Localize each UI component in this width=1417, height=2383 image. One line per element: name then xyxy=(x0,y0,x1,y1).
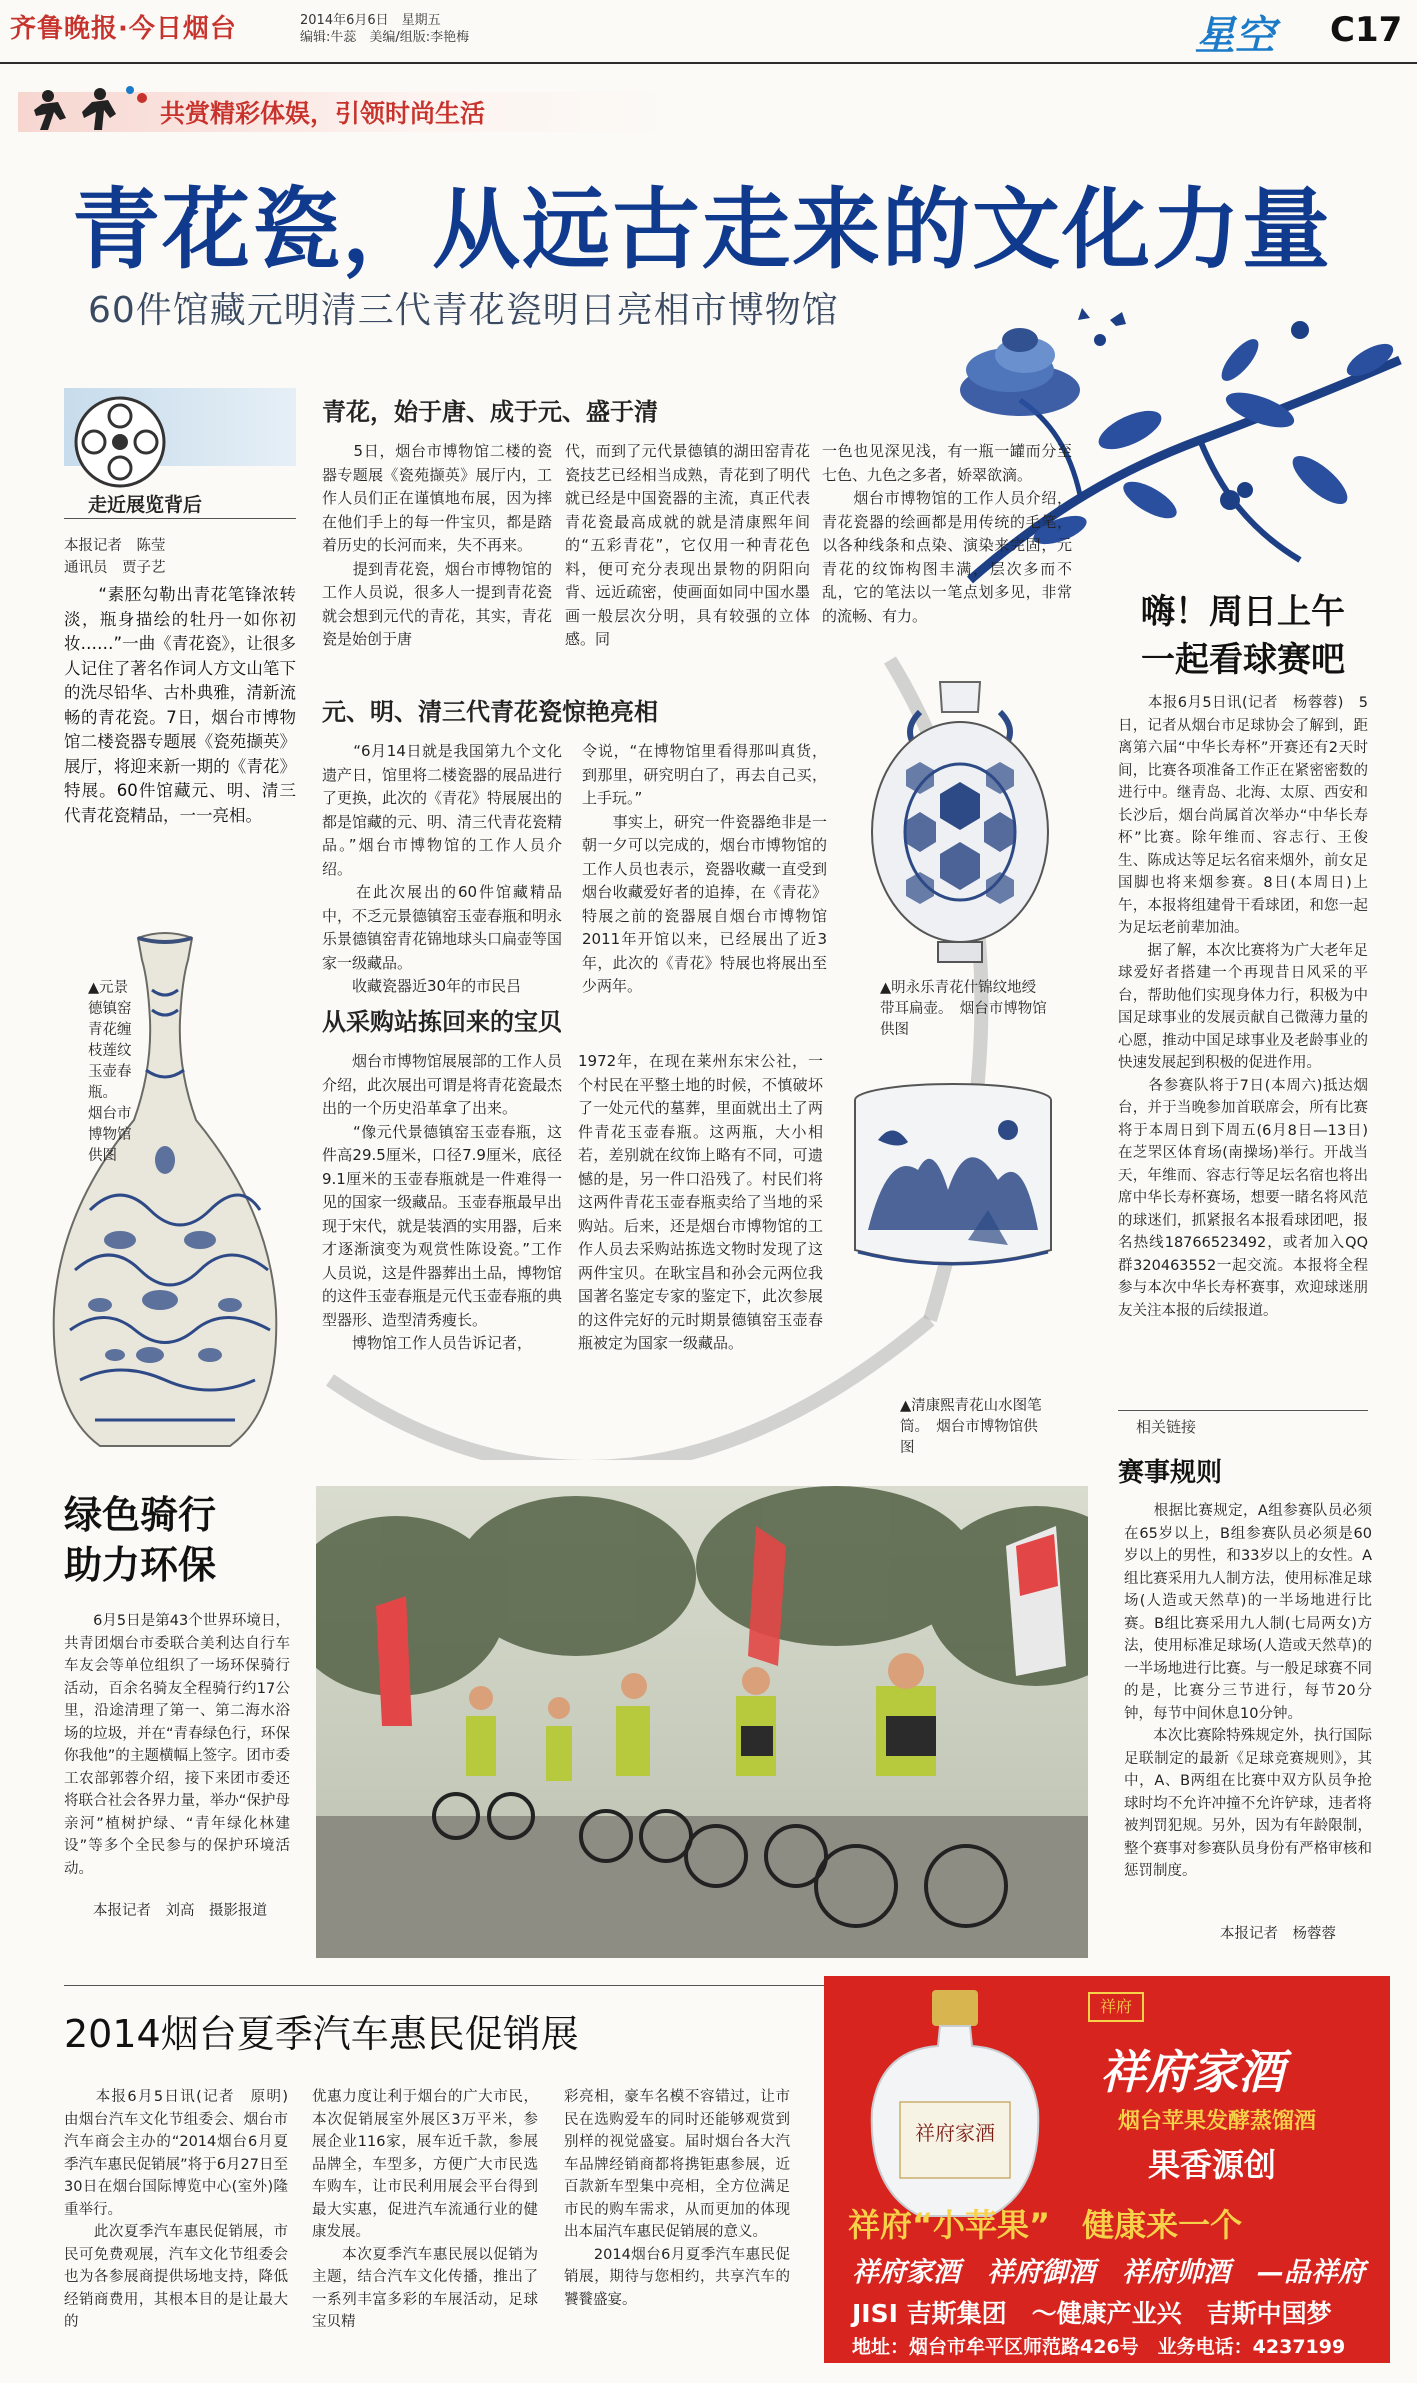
rules-byline: 本报记者 杨蓉蓉 xyxy=(1220,1926,1336,1942)
ad-slogan: 祥府“小苹果” 健康来一个 xyxy=(848,2206,1243,2244)
ming-flask-photo xyxy=(860,672,1060,972)
cycling-photo xyxy=(316,1486,1088,1958)
cycling-byline: 本报记者 刘高 摄影报道 xyxy=(64,1903,267,1919)
issue-date: 2014年6月6日 星期五 xyxy=(300,13,441,28)
auto-title: 2014烟台夏季汽车惠民促销展 xyxy=(64,2012,579,2056)
ad-tagline-1: 烟台苹果发酵蒸馏酒 xyxy=(1118,2109,1317,2134)
column-tag-rule xyxy=(64,518,296,519)
caption-yuan-vase: ▲元景德镇窑青花缠枝莲纹玉壶春瓶。 烟台市博物馆供图 xyxy=(88,980,132,1164)
section-1-col-1: 5日，烟台市博物馆二楼的瓷器专题展《瓷苑撷英》展厅内，工作人员们正在谨慎地布展，因为摔在他们手上的每一件宝贝，都是踏着历史的长河而来，失不再来。 提到青花瓷，烟台市博物馆的工作人员说，很多人一提到青花瓷就会想到元代的青花，其实，青花瓷是始创于唐 xyxy=(322,442,552,648)
related-link-rule xyxy=(1118,1410,1368,1411)
main-byline: 本报记者 陈莹 通讯员 贾子艺 xyxy=(64,538,166,576)
ad-product-line: 祥府家酒 祥府御酒 祥府帅酒 —品祥府 xyxy=(852,2257,1365,2288)
section-3-title: 从采购站拣回来的宝贝 xyxy=(322,1008,562,1036)
main-headline: 青花瓷，从远古走来的文化力量 xyxy=(72,178,1333,281)
section-2-col-1: “6月14日就是我国第九个文化遗产日，馆里将二楼瓷器的展品进行了更换，此次的《青花》特展展出的都是馆藏的元、明、清三代青花瓷精品。”烟台市博物馆的工作人员介绍。 在此次展出的60件馆藏精品中，不乏元景德镇窑玉壶春瓶和明永乐景德镇窑青花锦地球头口扁壶等国家一级藏品。 收藏瓷器近30年的市民吕 xyxy=(322,742,563,995)
section-3-col-2: 1972年，在现在莱州东宋公社，一个村民在平整土地的时候，不慎破坏了一处元代的墓葬，里面就出土了两件青花玉壶春瓶。这两瓶，大小相若，差别就在纹饰上略有不同，可遗憾的是，另一件口沿残了。村民们将这两件青花玉壶春瓶卖给了当地的采购站。后来，还是烟台市博物馆的工作人员去采购站拣选文物时发现了这两件宝贝。在耿宝昌和孙会元两位我国著名鉴定专家的鉴定下，此次参展的这件完好的元时期景德镇窑玉壶春瓶被定为国家一级藏品。 xyxy=(578,1052,823,1352)
main-lead: “素胚勾勒出青花笔锋浓转淡，瓶身描绘的牡丹一如你初妆……”一曲《青花瓷》，让很多人记住了著名作词人方文山笔下的洗尽铅华、古朴典雅，清新流畅的青花瓷。7日，烟台市博物馆二楼瓷器专题展《瓷苑撷英》展厅，将迎来新一期的《青花》特展。60件馆藏元、明、清三代青花瓷精品，一一亮相。 xyxy=(64,585,296,825)
rules-body: 根据比赛规定，A组参赛队员必须在65岁以上，B组参赛队员必须是60岁以上的男性，和33岁以上的女性。A组比赛采用九人制方法，使用标准足球场(人造或天然草)的一半场地进行比赛。B组比赛采用九人制(七局两女)方法，使用标准足球场(人造或天然草)的一半场地进行比赛。与一般足球赛不同的是，比赛分三节进行，每节20分钟，每节中间休息10分钟。 本次比赛除特殊规定外，执行国际足联制定的最新《足球竞赛规则》，其中，A、B两组在比赛中双方队员争抢球时均不允许冲撞不允许铲球，违者将被判罚犯规。另外，因为有年龄限制，整个赛事对参赛队员身份有严格审核和惩罚制度。 xyxy=(1124,1503,1372,1879)
auto-col-1: 本报6月5日讯(记者 原明) 由烟台汽车文化节组委会、烟台市汽车商会主办的“2014烟台6月夏季汽车惠民促销展”将于6月27日至30日在烟台国际博览中心(室外)隆重举行。 此次夏季汽车惠民促销展，市民可免费观展，汽车文化节组委会也为各参展商提供场地支持，降低经销商费用，其根本目的是让最大的 xyxy=(64,2089,288,2330)
bottle-label-text: 祥府家酒 xyxy=(915,2121,995,2145)
film-reel-icon xyxy=(70,392,170,492)
football-body: 本报6月5日讯(记者 杨蓉蓉) 5日，记者从烟台市足球协会了解到，距离第六届“中华长寿杯”开赛还有2天时间，比赛各项准备工作正在紧密密数的进行中。继青岛、北海、太原、西安和长沙后，烟台尚属首次举办“中华长寿杯”比赛。除年维而、容志行、王俊生、陈成达等足坛名宿来烟外，前女足国脚也将来烟参赛。8日(本周日)上午，本报将组建骨干看球团，和您一起为足坛老前辈加油。 据了解，本次比赛将为广大老年足球爱好者搭建一个再现昔日风采的平台，帮助他们实现身体力行，积极为中国足球事业的发展贡献自己微薄力量的心愿，推动中国足球事业及老龄事业的快速发展起到积极的促进作用。 各参赛队将于7日(本周六)抵达烟台，并于当晚参加首联席会，所有比赛将于本周日到下周五(6月8日—13日)在芝罘区体育场(南操场)举行。开战当天，年维而、容志行等足坛名宿也将出席中华长寿杯赛场，想要一睹名将风范的球迷们，抓紧报名本报看球团吧，报名热线18766523492，或者加入QQ群320463552一起交流。本报将全程参与本次中华长寿杯赛事，欢迎球迷朋友关注本报的后续报道。 xyxy=(1118,695,1368,1319)
editors-credit: 编辑:牛蕊 美编/组版:李艳梅 xyxy=(300,30,470,45)
section-2-col-2: 令说，“在博物馆里看得那叫真货，到那里，研究明白了，再去自己买，上手玩。” 事实上，研究一件瓷器绝非是一朝一夕可以完成的，烟台市博物馆的工作人员也表示，瓷器收藏一直受到烟台收藏爱好者的追捧，在《青花》特展之前的瓷器展自烟台市博物馆2011年开馆以来，已经展出了近3年，此次的《青花》特展也将展出至少两年。 xyxy=(582,742,827,995)
rules-title: 赛事规则 xyxy=(1118,1458,1223,1488)
section-3-col-1: 烟台市博物馆展展部的工作人员介绍，此次展出可谓是将青花瓷最杰出的一个历史沿革拿了出来。 “像元代景德镇窑玉壶春瓶，这件高29.5厘米，口径7.9厘米，底径9.1厘米的玉壶春瓶就是一件难得一见的国家一级藏品。玉壶春瓶最早出现于宋代，就是装酒的实用器，后来才逐渐演变为观赏性陈设瓷。”工作人员说，这是件器葬出土品，博物馆的这件玉壶春瓶是元代玉壶春瓶的典型器形、造型清秀瘦长。 博物馆工作人员告诉记者， xyxy=(322,1052,563,1352)
ad-address: 地址：烟台市牟平区师范路426号 业务电话：4237199 xyxy=(852,2336,1346,2358)
section-1-title: 青花，始于唐、成于元、盛于清 xyxy=(322,398,658,426)
section-1-col-3: 一色也见深见浅，有一瓶一罐而分至七色、九色之多者，娇翠欲滴。 烟台市博物馆的工作人员介绍，青花瓷器的绘画都是用传统的毛笔，以各种线条和点染、演染来完固，元青花的纹饰构图丰满，层次多而不乱，它的笔法以一笔点划多见，非常的流畅、有力。 xyxy=(822,442,1072,625)
auto-col-2: 优惠力度让利于烟台的广大市民，本次促销展室外展区3万平米，参展企业116家，展车近千款，参展品牌全，车型多，方便广大市民选车购车，让市民利用展会平台得到最大实惠，促进汽车流通行业的健康发展。 本次夏季汽车惠民展以促销为主题，结合汽车文化传播，推出了一系列丰富多彩的车展活动，足球宝贝精 xyxy=(312,2089,538,2330)
auto-col-3: 彩亮相，豪车名模不容错过，让市民在选购爱车的同时还能够观赏到别样的视觉盛宴。届时烟台各大汽车品牌经销商都将携钜惠参展，近百款新车型集中亮相，全方位满足市民的购车需求，从而更加的体现出本届汽车惠民促销展的意义。 2014烟台6月夏季汽车惠民促销展，期待与您相约，共享汽车的饕餮盛宴。 xyxy=(564,2089,790,2308)
slogan-text: 共赏精彩体娱，引领时尚生活 xyxy=(160,99,486,128)
section-2-title: 元、明、清三代青花瓷惊艳亮相 xyxy=(322,698,658,726)
auto-top-rule xyxy=(64,1985,834,1986)
caption-qing-pot: ▲清康熙青花山水图笔筒。 烟台市博物馆供图 xyxy=(900,1398,1042,1456)
cycling-body: 6月5日是第43个世界环境日，共青团烟台市委联合美利达自行车车友会等单位组织了一场环保骑行活动，百余名骑友全程骑行约17公里，沿途清理了第一、第二海水浴场的垃圾，并在“青春绿色行，环保你我他”的主题横幅上签字。团市委工农部郭蓉介绍，接下来团市委还将联合社会各界力量，举办“保护母亲河”植树护绿、“青年绿化林建设”等多个全民参与的保护环境活动。 xyxy=(64,1613,290,1877)
section-1-col-2: 代，而到了元代景德镇的湖田窑青花瓷技艺已经相当成熟，青花到了明代就已经是中国瓷器的主流，真正代表青花瓷最高成就的就是清康熙年间的“五彩青花”，它仅用一种青花色料，便可充分表现出景物的阴阳向背、远近疏密，使画面如同中国水墨画一般层次分明，具有较强的立体感。同 xyxy=(565,442,810,648)
cycling-title: 绿色骑行 助力环保 xyxy=(64,1493,217,1587)
related-link-tag: 相关链接 xyxy=(1136,1418,1197,1436)
header-rule xyxy=(0,62,1417,64)
wine-bottle-image xyxy=(860,1990,1050,2220)
main-subheadline: 60件馆藏元明清三代青花瓷明日亮相市博物馆 xyxy=(88,290,839,331)
ad-group-line: JISI 吉斯集团 ～健康产业兴 吉斯中国梦 xyxy=(852,2299,1332,2328)
ad-tagline-2: 果香源创 xyxy=(1148,2146,1277,2184)
qing-brush-pot-photo xyxy=(848,1080,1058,1270)
football-title: 嗨！周日上午 一起看球赛吧 xyxy=(1141,592,1345,680)
page-number: C17 xyxy=(1330,10,1403,50)
brand-seal: 祥府 xyxy=(1088,1992,1144,2022)
ad-brand-name: 祥府家酒 xyxy=(1100,2045,1284,2099)
column-tag-label: 走近展览背后 xyxy=(88,494,203,516)
section-name: 星空 xyxy=(1195,13,1275,59)
yuan-vase-photo xyxy=(20,910,310,1460)
date-line xyxy=(300,12,469,46)
caption-ming-flask: ▲明永乐青花什锦纹地绶带耳扁壶。 烟台市博物馆供图 xyxy=(880,980,1047,1038)
masthead-logo: 齐鲁晚报·今日烟台 xyxy=(10,14,237,44)
